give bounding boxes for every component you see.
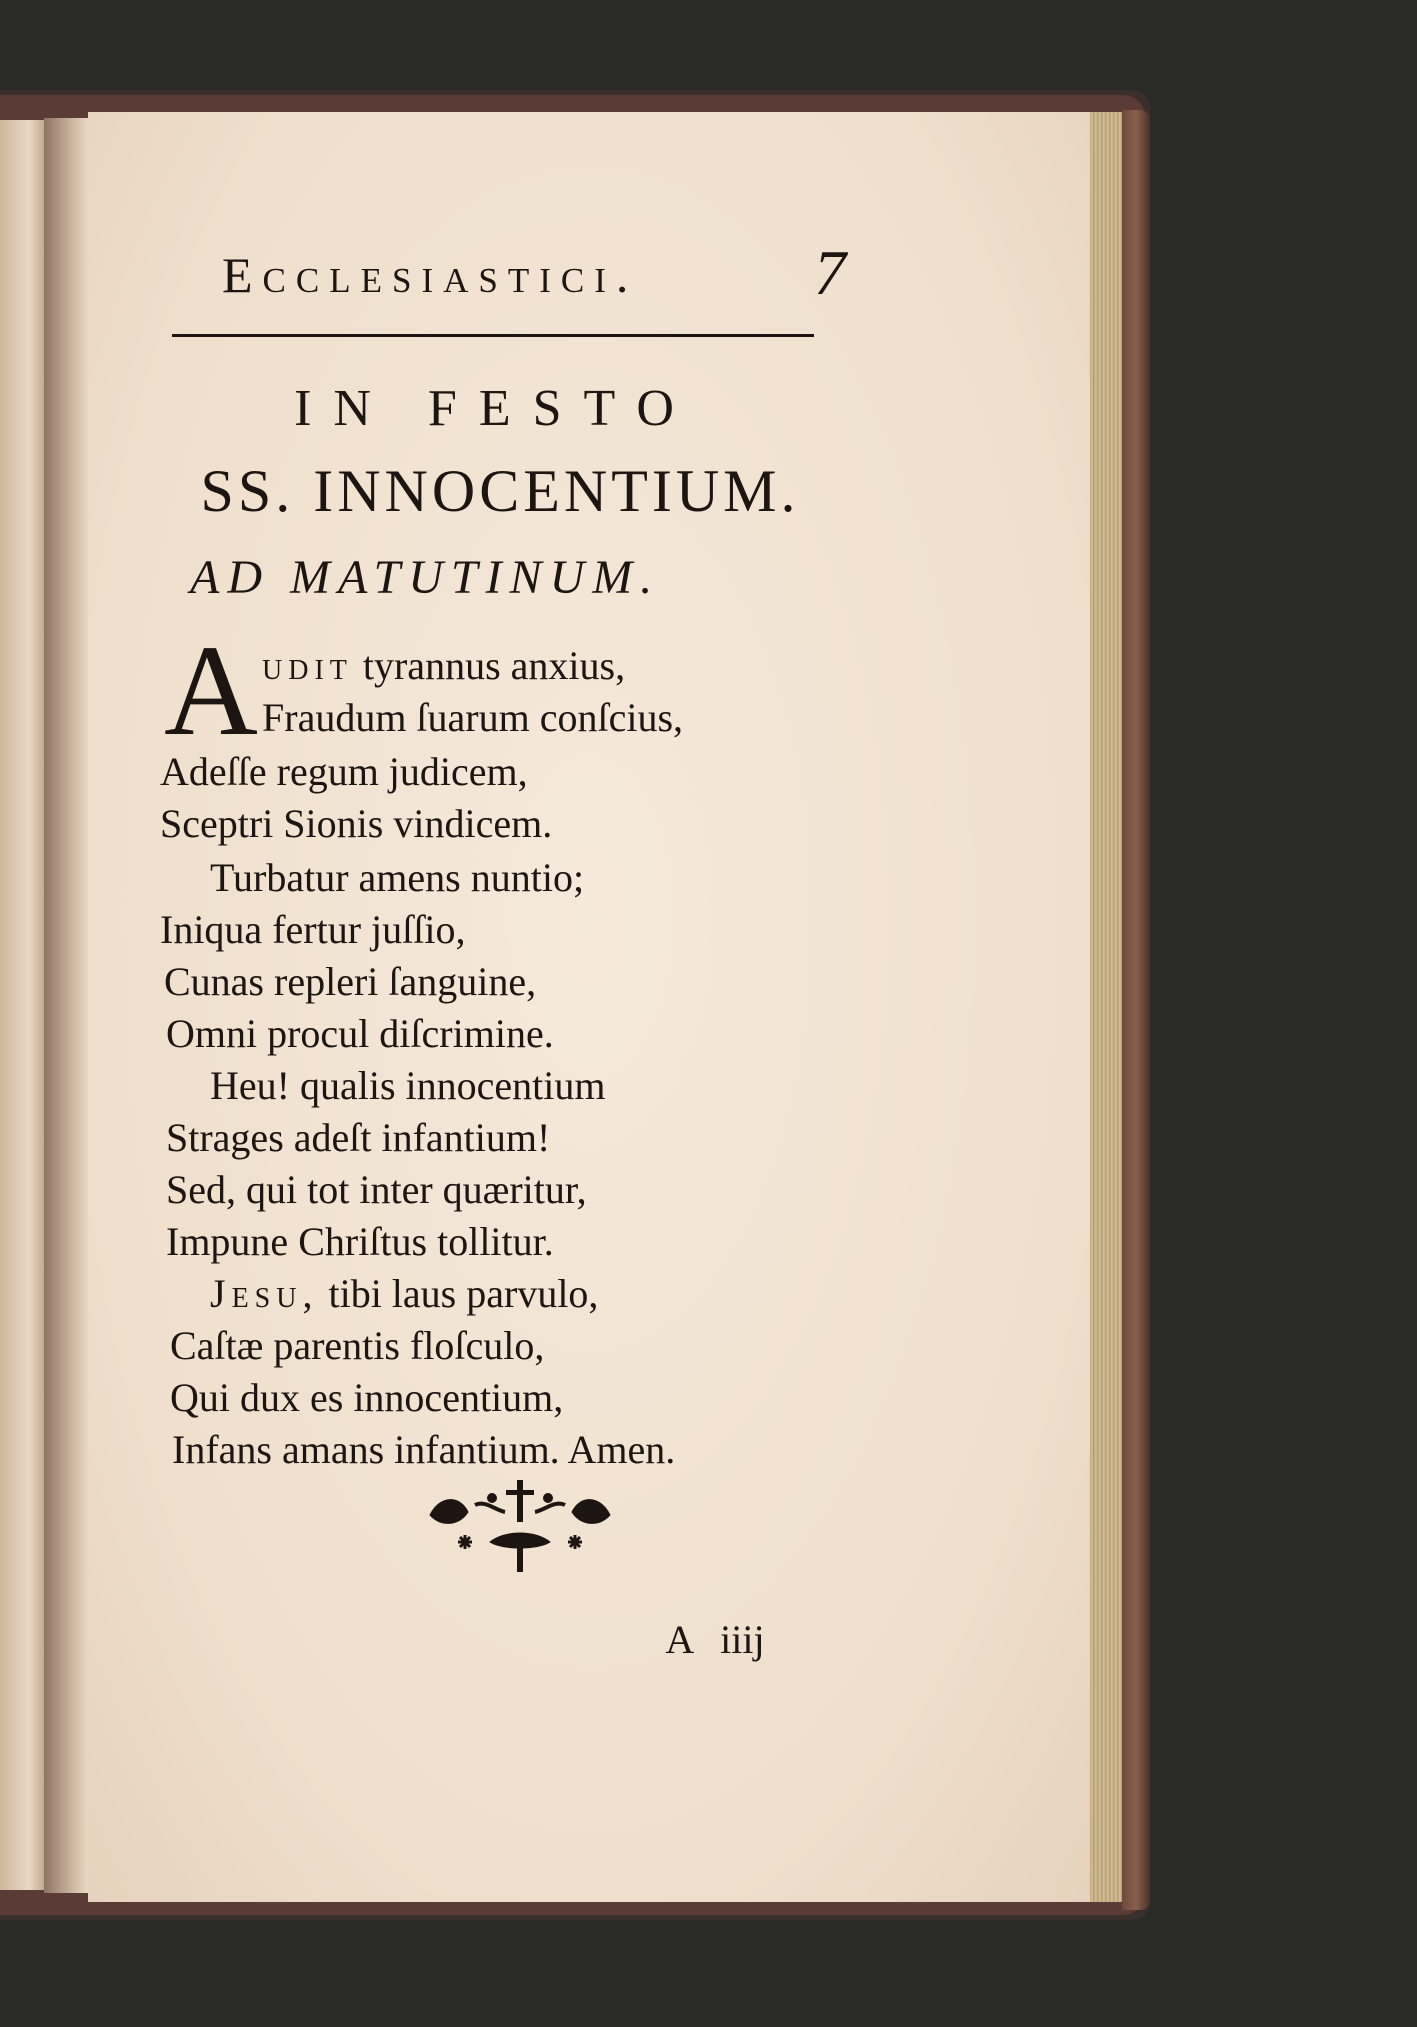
title-line-2: SS. INNOCENTIUM. [200,458,800,524]
verse-line-13-smallcaps: Jesu, [210,1271,319,1316]
verse-line-8: Omni procul diſcrimine. [166,1011,554,1056]
printers-ornament-icon [420,1470,620,1580]
title-line-1: IN FESTO [294,380,696,437]
verse-line-1 [262,640,625,692]
left-page-edge [0,120,48,1890]
verse-line-7: Cunas repleri ſanguine, [164,959,537,1004]
verse-line-1-smallcaps: udit [262,643,353,688]
verse-line-14: Caſtæ parentis floſculo, [170,1323,545,1368]
header-rule [172,334,814,337]
page-number: 7 [814,237,846,308]
verse-line-11: Sed, qui tot inter quæritur, [166,1167,587,1212]
verse-line-16: Infans amans infantium. Amen. [172,1427,676,1472]
signature-mark: A iiij [665,1617,765,1662]
verse-line-6: Iniqua fertur juſſio, [160,907,466,952]
cover-edge [1122,110,1150,1910]
verse-line-2: Fraudum ſuarum conſcius, [262,695,684,740]
verse-line-1-text: tyrannus anxius, [352,643,626,688]
verse-line-10: Strages adeſt infantium! [166,1115,551,1160]
verse-line-4: Sceptri Sionis vindicem. [160,801,553,846]
drop-cap: A [164,619,258,763]
running-head: Ecclesiastici. [222,247,639,303]
verse-line-9: Heu! qualis innocentium [210,1063,606,1108]
verse-line-13 [210,1268,598,1320]
verse-line-3: Adeſſe regum judicem, [160,749,528,794]
book-gutter [44,118,92,1893]
verse-line-12: Impune Chriſtus tollitur. [166,1219,554,1264]
verse-line-13-text: tibi laus parvulo, [318,1271,599,1316]
verse-line-5: Turbatur amens nuntio; [210,855,585,900]
verse-line-15: Qui dux es innocentium, [170,1375,564,1420]
title-line-3: AD MATUTINUM. [190,551,661,604]
